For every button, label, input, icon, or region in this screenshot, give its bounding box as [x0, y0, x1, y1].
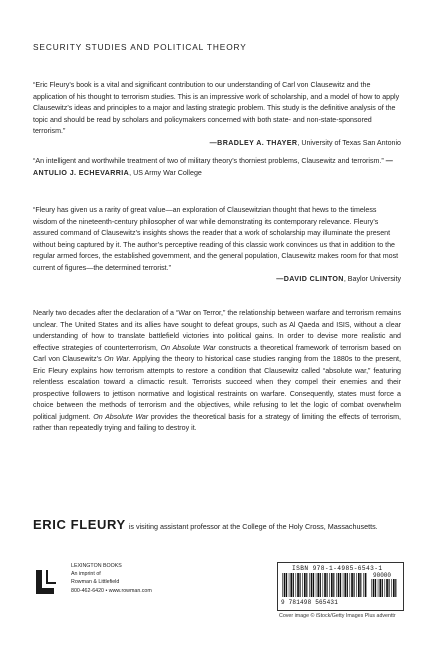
description-text: Nearly two decades after the declaration of a “War on Terror,” the relationship between warfare and terrorism remains unclear. The United States and its allies have sought to defeat groups, such as Al Qaeda and ISIS, without a clear understanding of how to translate battlefield victories into political gains. In order to devise more realistic and effective strategies of counterterrorism, On Absolute War constructs a theoretical framework of terrorism based on Carl von Clausewitz’s On War. Applying the theory to historical case studies ranging from the 1880s to the present, Eric Fleury explains how terrorism attempts to restore a condition that Clausewitz called “absolute war,” featuring relentless escalation toward a climactic result. Terrorists succeed when they compel their enemies and their prospective followers to jettison normative and logistical restraints on warfare. Consequently, states must force a choice between the methods of terrorism and the objectives, while refusing to let the logic of combat overwhelm political judgment. On Absolute War provides the theoretical basis for a strategy of limiting the effects of terrorism, rather than repeatedly trying and failing to destroy it.: [33, 309, 401, 432]
author-bio-text: is visiting assistant professor at the College of the Holy Cross, Massachusetts.: [128, 522, 378, 531]
blurb-text: “Fleury has given us a rarity of great value—an exploration of Clausewitzian thought that hews to the timeless wisdom of the nineteenth-century philosopher of war while demonstrating its contemporary relevance. Fleury’s assured command of Clausewitz’s insights shows the reader that a work of scholarship may illuminate the present without being captured by it. The author’s perceptive reading of this classic work convinces us that in addition to the regular armed forces, the established government, and the general population, Clausewitz makes room for that most current of figures—the determined terrorist.”: [33, 206, 399, 272]
cover-image-credit: Cover image © iStock/Getty Images Plus adventtr: [279, 613, 396, 619]
publisher-info: [71, 562, 152, 595]
barcode-digits: 9 781498 565431: [281, 599, 339, 606]
publisher-parent: Rowman & Littlefield: [71, 579, 120, 586]
isbn-text: ISBN 978-1-4985-6543-1: [292, 565, 383, 572]
blurb-attribution: [33, 274, 401, 286]
publisher-logo-icon: [34, 567, 64, 599]
publisher-contact: 800-462-6420 • www.rowman.com: [71, 587, 152, 594]
blurb-2: [33, 156, 401, 179]
blurb-text: [33, 156, 401, 179]
blurb-1: [33, 80, 401, 149]
blurb-author-affiliation: , US Army War College: [129, 168, 202, 177]
book-title: On Absolute War: [93, 412, 149, 421]
blurb-text: “Eric Fleury’s book is a vital and significant contribution to our understanding of Carl von Clausewitz and the application of his thought to terrorism studies. This is an impressive work of scholarship, and a model of how to apply Clausewitz’s ideas and principles to a major and lasting strategic problem. This study is the definitive analysis of the topic and should be read by scholars and policymakers concerned with both state- and non-state-sponsored terrorism.”: [33, 81, 400, 135]
blurb-author-name: —DAVID CLINTON: [276, 275, 344, 283]
source-title: On War.: [104, 355, 131, 363]
blurb-author-affiliation: , University of Texas San Antonio: [297, 138, 401, 147]
publisher-name: LEXINGTON BOOKS: [71, 563, 122, 569]
barcode-addon-bars: [371, 579, 398, 597]
barcode-addon-number: 90000: [373, 572, 392, 579]
blurb-author-name: —BRADLEY A. THAYER: [209, 138, 298, 147]
blurb-author-name: —ANTULIO J. ECHEVARRIA: [33, 157, 394, 177]
isbn-barcode: [277, 562, 404, 611]
blurb-author-affiliation: , Baylor University: [343, 275, 401, 283]
blurb-text-body: “An intelligent and worthwhile treatment of two of military theory’s thorniest problems, Clausewitz and terrorism.”: [33, 157, 384, 165]
barcode-bars: [282, 573, 368, 597]
author-bio: [33, 516, 408, 534]
book-title: On Absolute War: [160, 343, 216, 352]
book-description: [33, 308, 401, 435]
author-name: ERIC FLEURY: [33, 517, 126, 532]
publisher-imprint: An imprint of: [71, 571, 101, 578]
series-category: SECURITY STUDIES AND POLITICAL THEORY: [33, 42, 247, 52]
blurb-3: [33, 205, 401, 286]
blurb-attribution: [33, 138, 401, 150]
